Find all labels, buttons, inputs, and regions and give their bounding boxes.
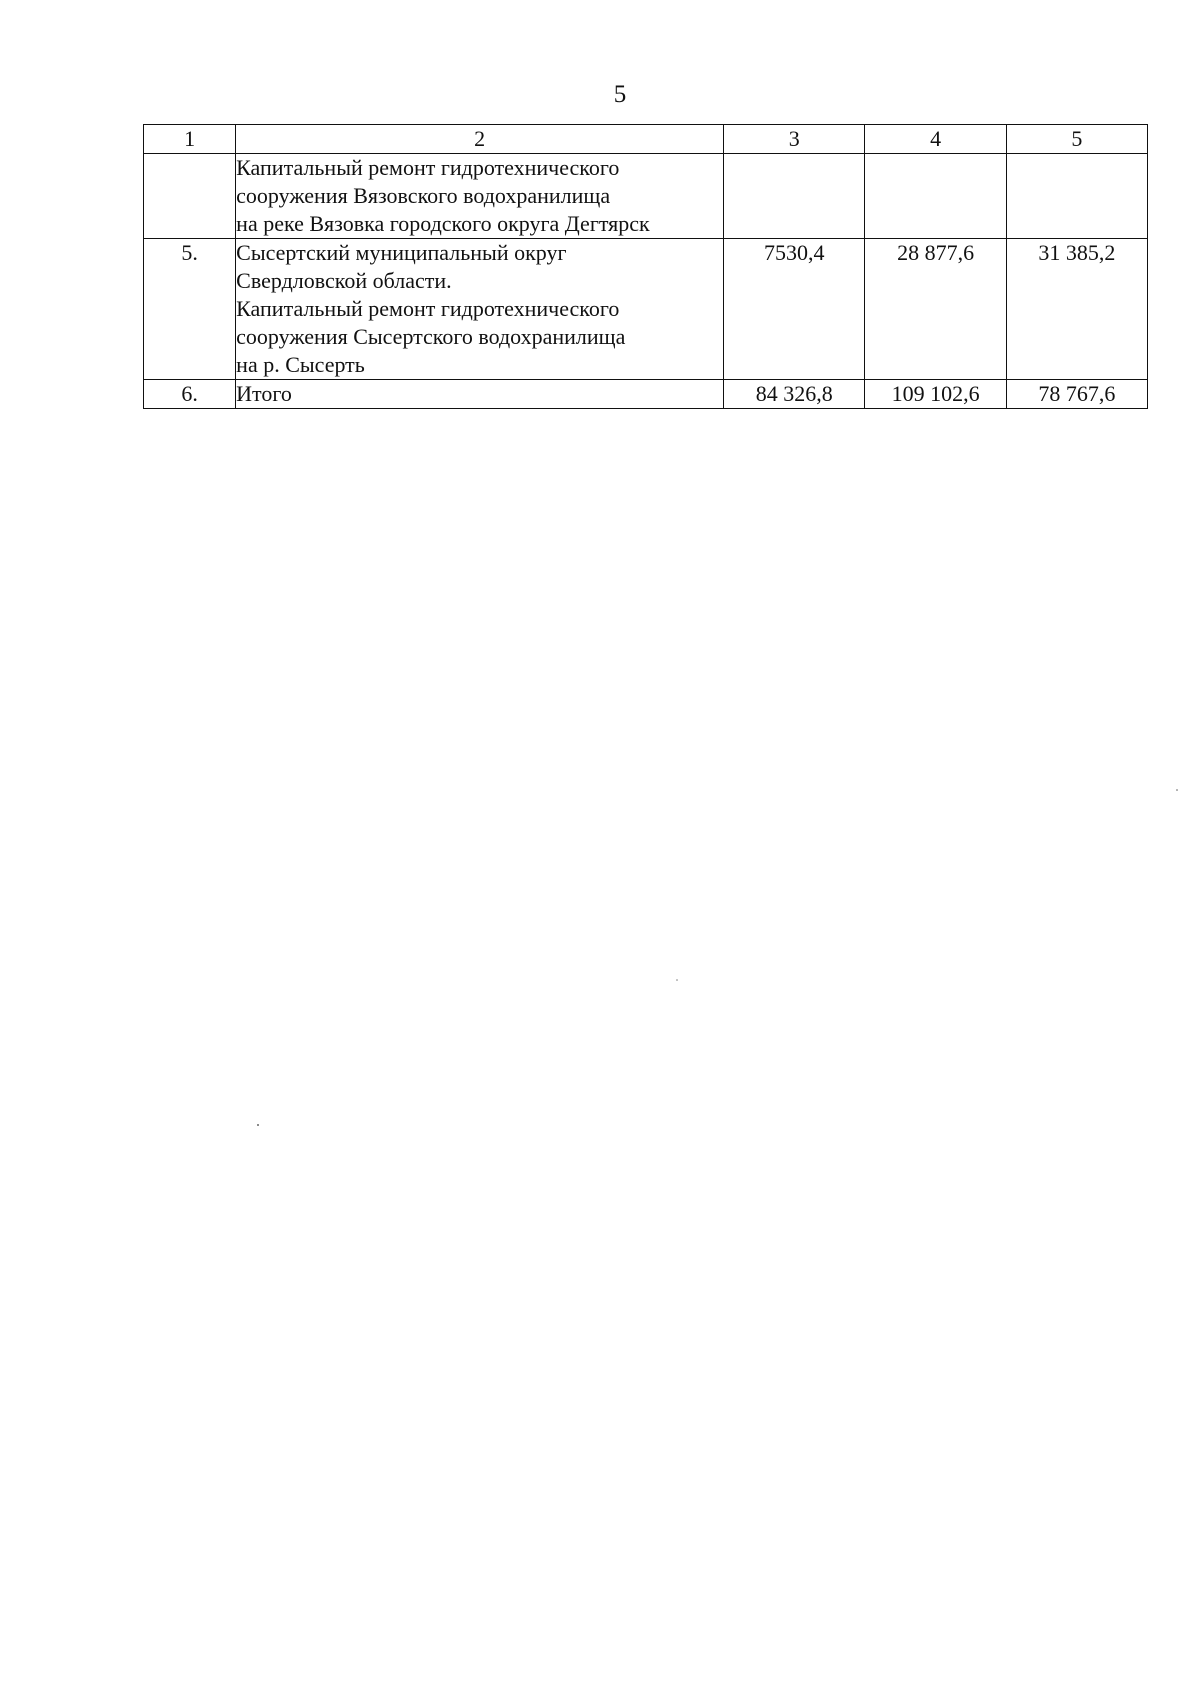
value-col4 (865, 154, 1006, 239)
description-line: на реке Вязовка городского округа Дегтярск (236, 211, 650, 236)
description-line: Капитальный ремонт гидротехнического (236, 296, 620, 321)
column-header-2: 2 (236, 125, 724, 154)
row-number: 5. (144, 239, 236, 380)
value-col5: 31 385,2 (1006, 239, 1147, 380)
value-col5 (1006, 154, 1147, 239)
column-header-1: 1 (144, 125, 236, 154)
description-line: Свердловской области. (236, 268, 452, 293)
description-line: на р. Сысерть (236, 352, 365, 377)
data-table (143, 124, 1148, 409)
column-header-3: 3 (724, 125, 865, 154)
description-line: Итого (236, 381, 292, 406)
row-description (236, 380, 724, 409)
table-header-row (144, 125, 1148, 154)
page-number: 5 (613, 81, 627, 108)
scan-speck (1176, 789, 1178, 791)
value-col3: 7530,4 (724, 239, 865, 380)
table-row (144, 154, 1148, 239)
scan-speck (676, 979, 678, 981)
description-line: сооружения Вязовского водохранилища (236, 183, 611, 208)
row-description (236, 154, 724, 239)
scan-speck (257, 1124, 259, 1126)
row-number: 6. (144, 380, 236, 409)
table-row (144, 239, 1148, 380)
column-header-4: 4 (865, 125, 1006, 154)
description-line: Сысертский муниципальный округ (236, 240, 567, 265)
description-line: сооружения Сысертского водохранилища (236, 324, 626, 349)
value-col5: 78 767,6 (1006, 380, 1147, 409)
value-col3 (724, 154, 865, 239)
description-line: Капитальный ремонт гидротехнического (236, 155, 620, 180)
value-col4: 28 877,6 (865, 239, 1006, 380)
table-row-total (144, 380, 1148, 409)
value-col4: 109 102,6 (865, 380, 1006, 409)
row-number (144, 154, 236, 239)
row-description (236, 239, 724, 380)
column-header-5: 5 (1006, 125, 1147, 154)
value-col3: 84 326,8 (724, 380, 865, 409)
